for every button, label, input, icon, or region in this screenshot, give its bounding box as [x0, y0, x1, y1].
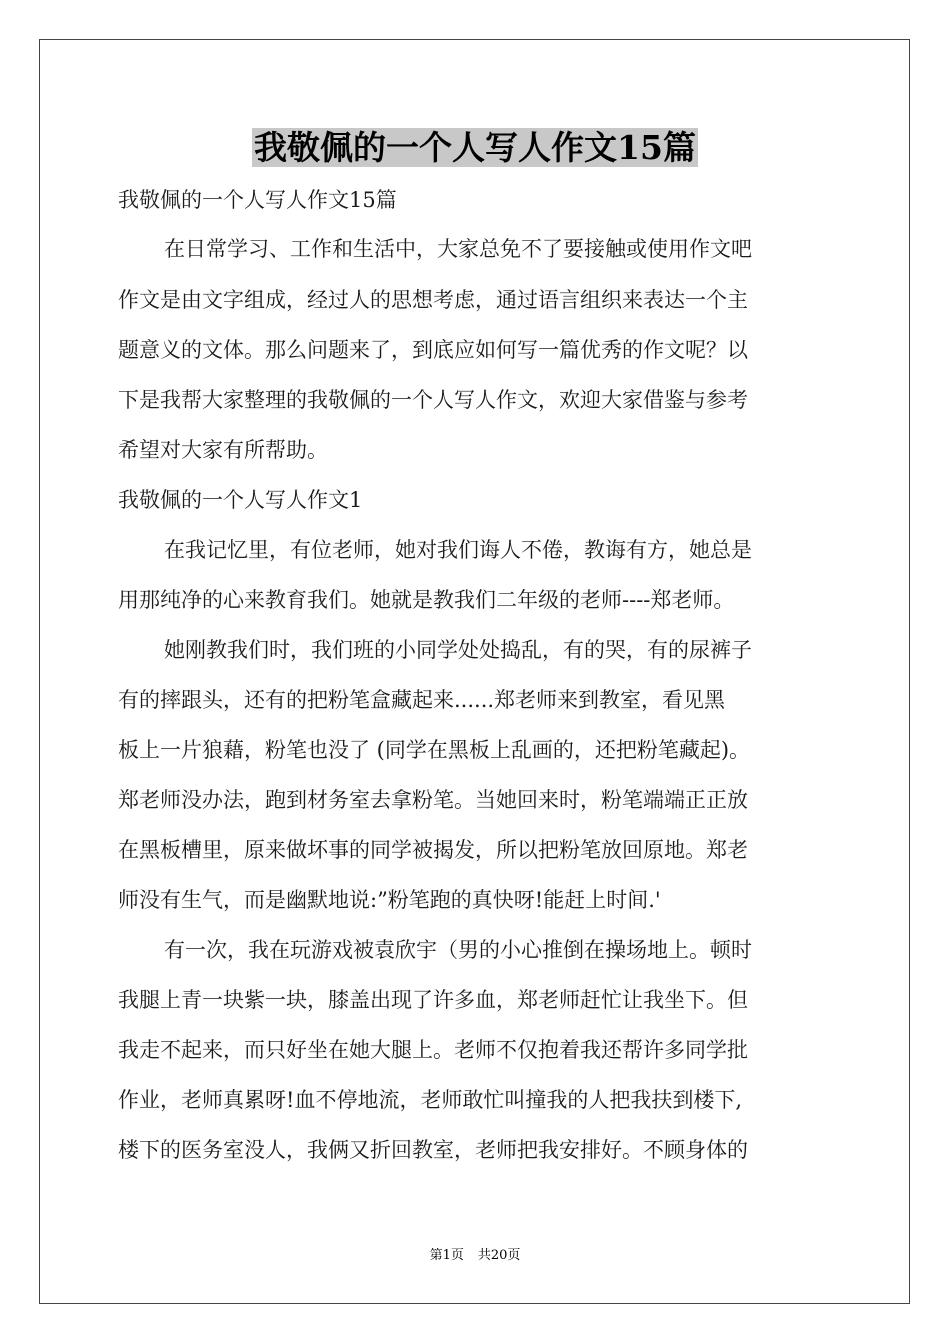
line-subtitle: 我敬佩的一个人写人作文15篇 — [118, 188, 397, 212]
paragraph-line: 在黑板槽里，原来做坏事的同学被揭发，所以把粉笔放回原地。郑老 — [118, 838, 748, 862]
paragraph-line: 有的摔跟头，还有的把粉笔盒藏起来......郑老师来到教室，看见黑 — [118, 688, 726, 712]
paragraph-line: 用那纯净的心来教育我们。她就是教我们二年级的老师----郑老师。 — [118, 588, 735, 612]
paragraph-line: 作业，老师真累呀!血不停地流，老师敢忙叫撞我的人把我扶到楼下, — [118, 1088, 743, 1112]
paragraph-line: 有一次，我在玩游戏被袁欣宇（男的小心推倒在操场地上。顿时 — [164, 938, 752, 962]
page-total: 共20页 — [477, 1248, 521, 1263]
paragraph-line: 楼下的医务室没人，我俩又折回教室，老师把我安排好。不顾身体的 — [118, 1138, 748, 1162]
page-footer — [0, 1246, 950, 1266]
document-title — [0, 126, 950, 170]
paragraph-line: 希望对大家有所帮助。 — [118, 438, 328, 462]
paragraph-line: 下是我帮大家整理的我敬佩的一个人写人作文，欢迎大家借鉴与参考 — [118, 388, 748, 412]
paragraph-line: 我走不起来，而只好坐在她大腿上。老师不仅抱着我还帮许多同学批 — [118, 1038, 748, 1062]
paragraph-line: 郑老师没办法，跑到材务室去拿粉笔。当她回来时，粉笔端端正正放 — [118, 788, 748, 812]
paragraph-line: 她刚教我们时，我们班的小同学处处捣乱，有的哭，有的尿裤子 — [164, 638, 752, 662]
section-heading: 我敬佩的一个人写人作文1 — [118, 488, 363, 512]
paragraph-line: 作文是由文字组成，经过人的思想考虑，通过语言组织来表达一个主 — [118, 288, 748, 312]
paragraph-line: 师没有生气，而是幽默地说:”粉笔跑的真快呀!能赶上时间.' — [118, 888, 661, 912]
paragraph-line: 我腿上青一块紫一块，膝盖出现了许多血，郑老师赶忙让我坐下。但 — [118, 988, 748, 1012]
paragraph-line: 题意义的文体。那么问题来了，到底应如何写一篇优秀的作文呢？以 — [118, 338, 748, 362]
title-highlight: 我敬佩的一个人写人作文15篇 — [254, 128, 696, 167]
paragraph-line: 板上一片狼藉，粉笔也没了 (同学在黑板上乱画的，还把粉笔藏起)。 — [118, 738, 751, 762]
paragraph-line: 在日常学习、工作和生活中，大家总免不了要接触或使用作文吧 — [164, 237, 752, 261]
page-number: 第1页 — [429, 1248, 464, 1263]
paragraph-line: 在我记忆里，有位老师，她对我们诲人不倦，教诲有方，她总是 — [164, 538, 752, 562]
